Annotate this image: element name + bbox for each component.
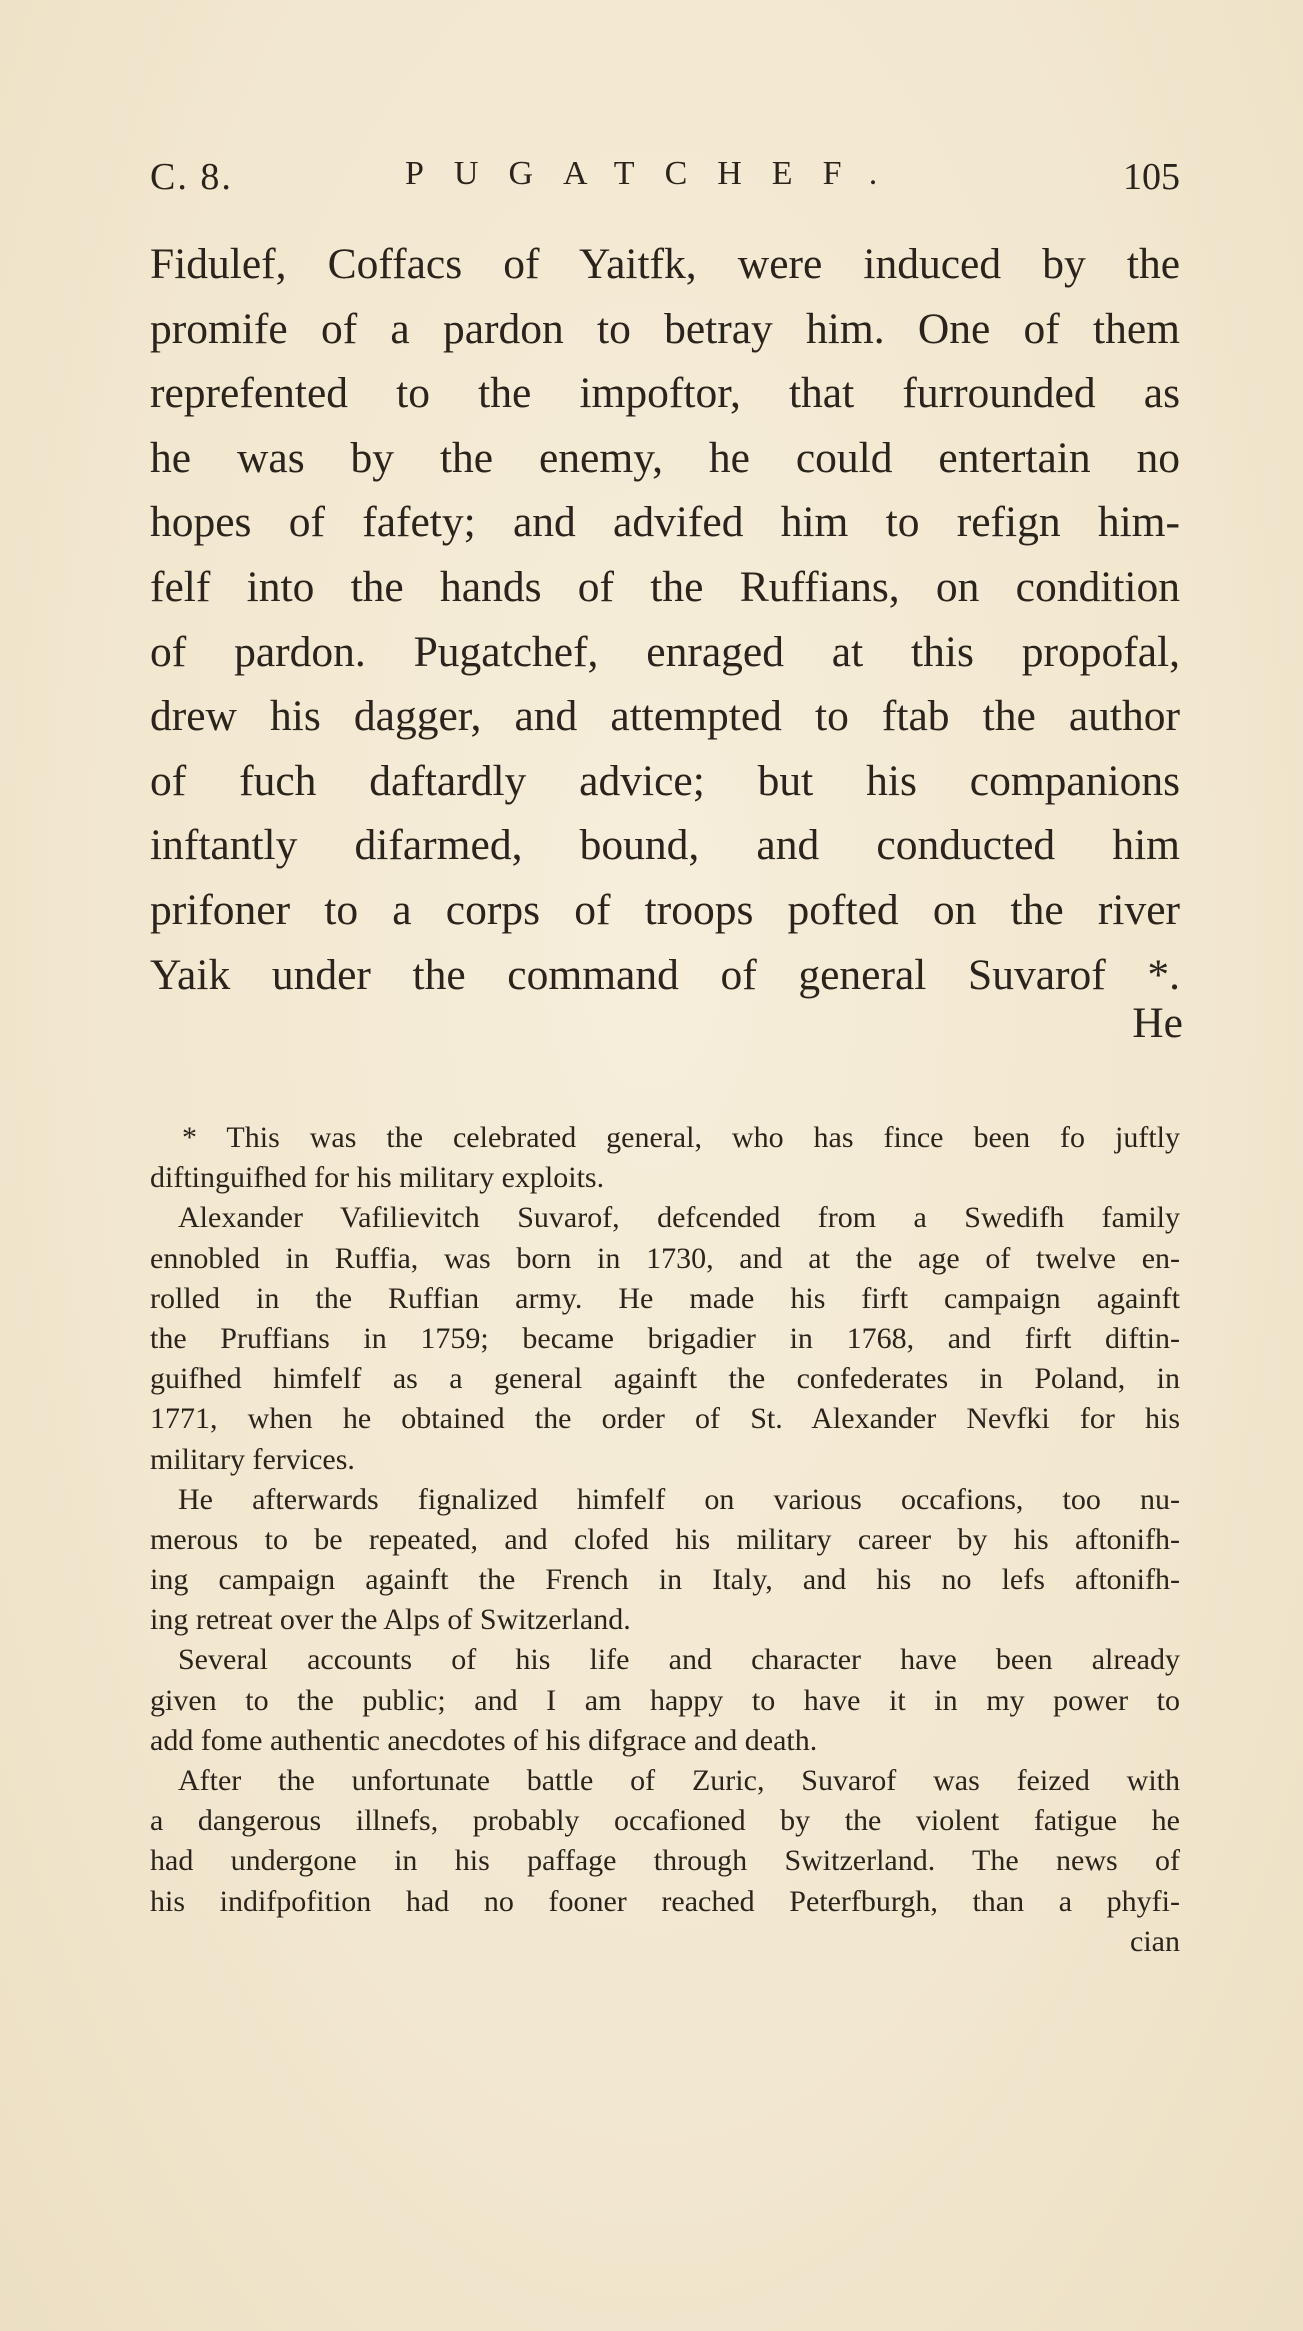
footnote-line: add fome authentic anecdotes of his difgrace and death. [150,1723,818,1757]
footnote-line: ennobled in Ruffia, was born in 1730, and at the age of twelve en- [150,1241,1180,1275]
body-line: he was by the enemy, he could entertain no [150,433,1180,482]
body-line: hopes of fafety; and advifed him to refign him- [150,498,1180,547]
body-line: inftantly difarmed, bound, and conducted him [150,821,1180,870]
body-text [150,232,1180,1007]
footnote-line: a dangerous illnefs, probably occafioned by the violent fatigue he [150,1804,1180,1838]
body-line: felf into the hands of the Ruffians, on condition [150,562,1180,611]
footnote-line: merous to be repeated, and clofed his military career by his aftonifh- [150,1522,1180,1556]
body-line: drew his dagger, and attempted to ftab the author [150,692,1180,741]
page-number: 105 [1123,156,1180,198]
catchword: He [1132,999,1183,1047]
running-head [150,155,1180,205]
running-title: PUGATCHEF. [405,155,908,192]
footnote-line: * This was the celebrated general, who has fince been fo juftly [182,1121,1180,1154]
body-line: reprefented to the impoftor, that furrounded as [150,369,1180,418]
footnote-line: ing retreat over the Alps of Switzerland. [150,1603,631,1637]
footnote-line: given to the public; and I am happy to have it in my power to [150,1683,1180,1717]
body-line: Yaik under the command of general Suvarof *. [150,950,1180,999]
footnote-line: guifhed himfelf as a general againft the confederates in Poland, in [150,1362,1180,1396]
footnote-line: his indifpofition had no fooner reached Peterfburgh, than a phyfi- [150,1884,1180,1918]
footnote-line: He afterwards fignalized himfelf on various occafions, too nu- [178,1482,1180,1516]
footnote-line: had undergone in his paffage through Switzerland. The news of [150,1844,1180,1878]
footnote-line: military fervices. [150,1442,355,1476]
body-line: Fidulef, Coffacs of Yaitfk, were induced by the [150,240,1180,288]
footnote-line: diftinguifhed for his military exploits. [150,1161,605,1195]
footnote-line: ing campaign againft the French in Italy, and his no lefs aftonifh- [150,1563,1180,1597]
footnote [150,1118,1180,1962]
footnote-line: Several accounts of his life and character have been already [178,1643,1180,1677]
footnote-line: the Pruffians in 1759; became brigadier in 1768, and firft diftin- [150,1321,1180,1355]
body-line: of fuch daftardly advice; but his companions [150,756,1180,805]
chapter-marker: C. 8. [150,156,233,198]
footnote-line: After the unfortunate battle of Zuric, Suvarof was feized with [178,1764,1180,1797]
body-line: prifoner to a corps of troops pofted on the river [150,885,1180,934]
footnote-line: 1771, when he obtained the order of St. Alexander Nevfki for his [150,1402,1180,1436]
footnote-line: Alexander Vafilievitch Suvarof, defcended from a Swedifh family [178,1201,1180,1235]
body-line: promife of a pardon to betray him. One of them [150,304,1180,353]
footnote-catchword: cian [1130,1924,1180,1958]
body-line: of pardon. Pugatchef, enraged at this propofal, [150,627,1180,676]
footnote-line: rolled in the Ruffian army. He made his firft campaign againft [150,1281,1180,1315]
